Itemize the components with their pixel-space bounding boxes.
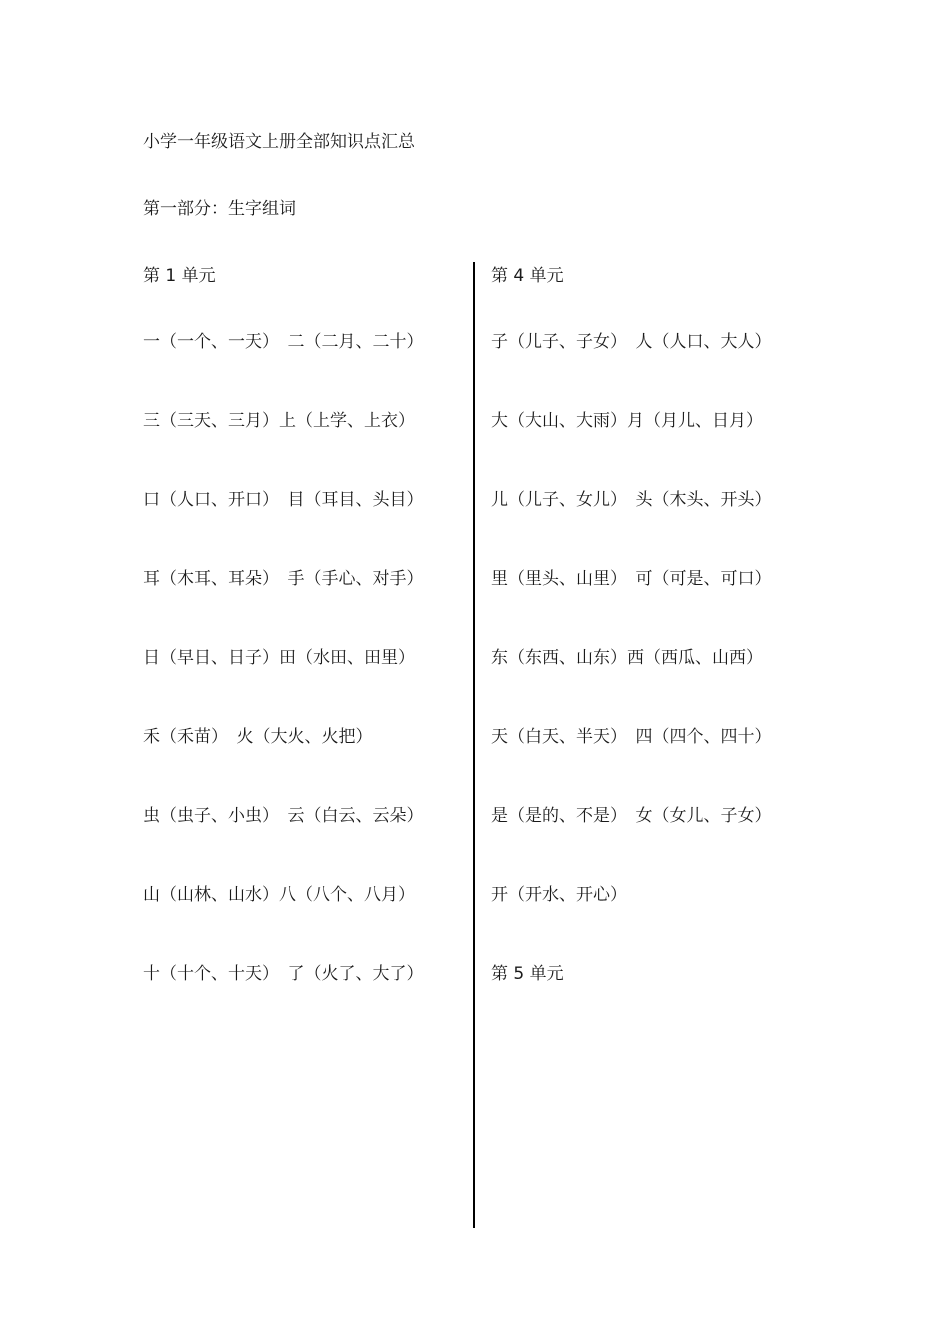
document-title: 小学一年级语文上册全部知识点汇总: [143, 132, 415, 152]
word-entry: 大（大山、大雨）月（月儿、日月）: [491, 411, 763, 431]
word-entry: 一（一个、一天） 二（二月、二十）: [143, 332, 424, 352]
column-divider: [473, 262, 475, 1228]
word-entry: 子（儿子、子女） 人（人口、大人）: [491, 332, 772, 352]
word-entry: 天（白天、半天） 四（四个、四十）: [491, 727, 772, 747]
part-heading: 第一部分：生字组词: [143, 199, 296, 219]
word-entry: 十（十个、十天） 了（火了、大了）: [143, 964, 424, 984]
word-entry: 儿（儿子、女儿） 头（木头、开头）: [491, 490, 772, 510]
word-entry: 东（东西、山东）西（西瓜、山西）: [491, 648, 763, 668]
unit-heading: 第 4 单元: [491, 266, 564, 286]
word-entry: 日（早日、日子）田（水田、田里）: [143, 648, 415, 668]
unit-heading: 第 5 单元: [491, 964, 564, 984]
word-entry: 三（三天、三月）上（上学、上衣）: [143, 411, 415, 431]
word-entry: 口（人口、开口） 目（耳目、头目）: [143, 490, 424, 510]
word-entry: 虫（虫子、小虫） 云（白云、云朵）: [143, 806, 424, 826]
left-column: [143, 264, 433, 1041]
word-entry: 耳（木耳、耳朵） 手（手心、对手）: [143, 569, 424, 589]
word-entry: 禾（禾苗） 火（大火、火把）: [143, 727, 373, 747]
word-entry: 是（是的、不是） 女（女儿、子女）: [491, 806, 772, 826]
unit-heading: 第 1 单元: [143, 266, 216, 286]
word-entry: 山（山林、山水）八（八个、八月）: [143, 885, 415, 905]
word-entry: 开（开水、开心）: [491, 885, 627, 905]
word-entry: 里（里头、山里） 可（可是、可口）: [491, 569, 772, 589]
right-column: [491, 264, 781, 1028]
